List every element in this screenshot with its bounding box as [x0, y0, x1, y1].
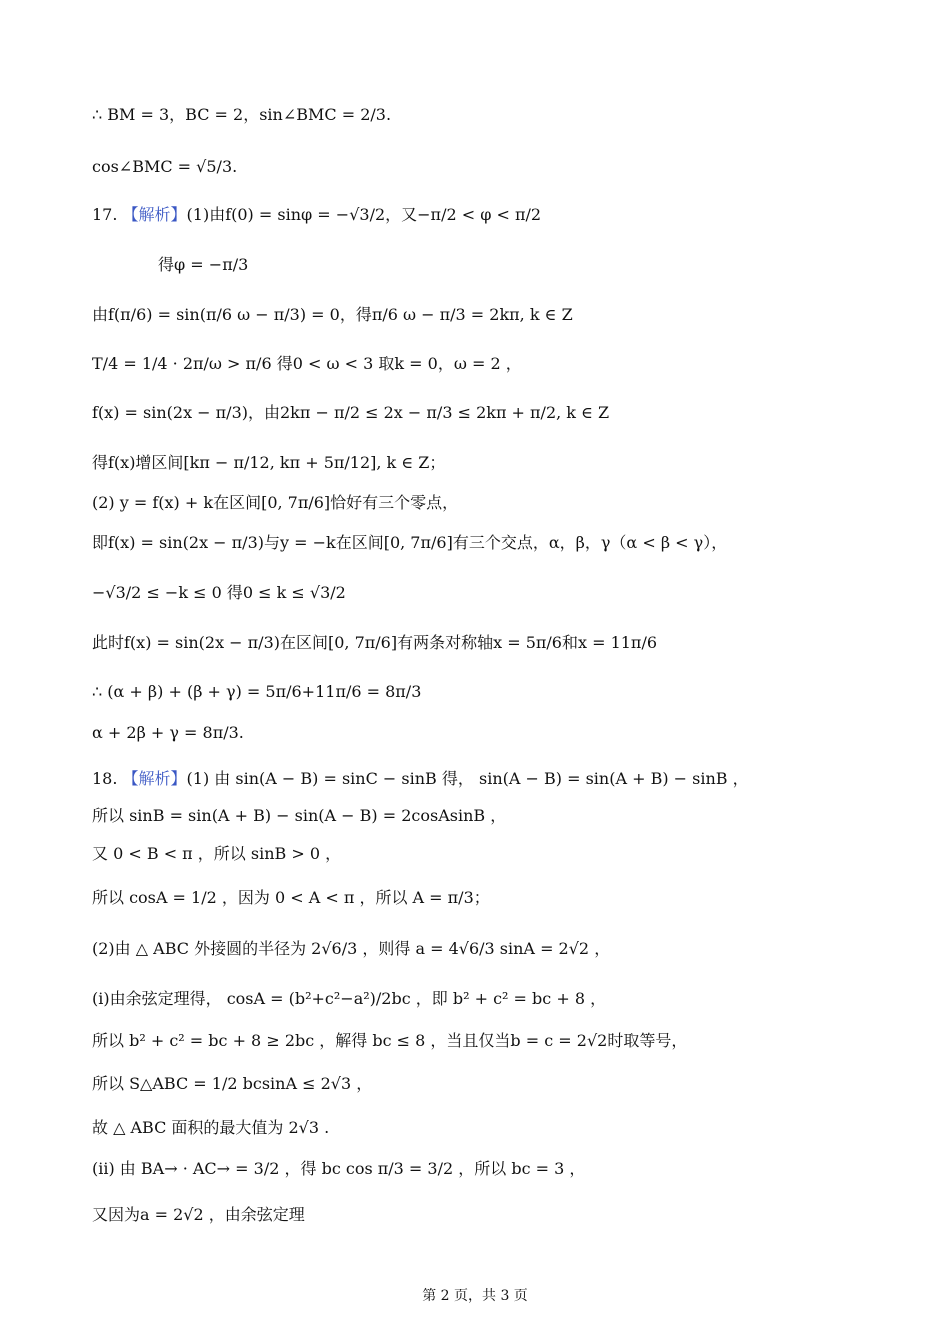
- line-text: ∴ (α + β) + (β + γ) = 5π/6+11π/6 = 8π/3: [92, 682, 422, 701]
- text-line: [92, 1158, 585, 1180]
- text-line: [92, 1073, 372, 1095]
- line-text: (ii) 由 BA→ · AC→ = 3/2 ，得 bc cos π/3 = 3/2 ，所以 bc = 3 ，: [92, 1159, 586, 1178]
- line-text: (2) y = f(x) + k在区间[0, 7π/6]恰好有三个零点，: [92, 493, 459, 512]
- problem-number: 18.: [92, 769, 123, 788]
- line-text: 得φ = −π/3: [158, 255, 249, 274]
- text-line: [92, 938, 610, 960]
- line-text: 所以 sinB = sin(A + B) − sin(A − B) = 2cosAsinB ，: [92, 806, 507, 825]
- text-line: [92, 632, 657, 654]
- line-text: 此时f(x) = sin(2x − π/3)在区间[0, 7π/6]有两条对称轴x = 5π/6和x = 11π/6: [92, 633, 658, 652]
- line-text: ∴ BM = 3，BC = 2，sin∠BMC = 2/3.: [92, 105, 392, 124]
- line-text: 所以 S△ABC = 1/2 bcsinA ≤ 2√3 ，: [92, 1074, 373, 1093]
- line-text: cos∠BMC = √5/3.: [92, 157, 238, 176]
- line-text: α + 2β + γ = 8π/3.: [92, 723, 244, 742]
- text-line: [92, 582, 346, 604]
- line-text: 所以 b² + c² = bc + 8 ≥ 2bc ，解得 bc ≤ 8 ，当且仅当b = c = 2√2时取等号，: [92, 1031, 688, 1050]
- text-line: [92, 1030, 687, 1052]
- text-line: [92, 304, 573, 326]
- text-line: [92, 768, 749, 790]
- text-line: [92, 353, 522, 375]
- line-text: f(x) = sin(2x − π/3)，由2kπ − π/2 ≤ 2x − π/3 ≤ 2kπ + π/2, k ∈ Z: [92, 403, 610, 422]
- text-line: [92, 722, 244, 744]
- text-line: [92, 402, 609, 424]
- text-line: [92, 204, 541, 226]
- problem-number: 17.: [92, 205, 123, 224]
- text-line: [158, 254, 248, 276]
- line-text: T/4 = 1/4 · 2π/ω > π/6 得0 < ω < 3 取k = 0，ω = 2 ，: [92, 354, 522, 373]
- line-text: 由f(π/6) = sin(π/6 ω − π/3) = 0，得π/6 ω − π/3 = 2kπ, k ∈ Z: [92, 305, 573, 324]
- line-text: 所以 cosA = 1/2 ，因为 0 < A < π ，所以 A = π/3；: [92, 888, 490, 907]
- line-text: 又 0 < B < π ，所以 sinB > 0 ，: [92, 844, 342, 863]
- text-line: [92, 452, 445, 474]
- text-line: [92, 805, 506, 827]
- line-text: −√3/2 ≤ −k ≤ 0 得0 ≤ k ≤ √3/2: [92, 583, 346, 602]
- text-line: [92, 988, 606, 1010]
- page-footer: 第 2 页，共 3 页: [422, 1288, 528, 1304]
- analysis-tag: 【解析】: [122, 769, 187, 788]
- text-line: [92, 492, 458, 514]
- text-line: [92, 1204, 305, 1226]
- line-text: 即f(x) = sin(2x − π/3)与y = −k在区间[0, 7π/6]有三个交点，α，β，γ（α < β < γ），: [92, 533, 728, 552]
- text-line: [92, 104, 391, 126]
- text-line: [92, 843, 341, 865]
- line-text: (1) 由 sin(A − B) = sinC − sinB 得， sin(A − B) = sin(A + B) − sinB ，: [186, 769, 749, 788]
- line-text: (1)由f(0) = sinφ = −√3/2，又−π/2 < φ < π/2: [186, 205, 542, 224]
- line-text: 又因为a = 2√2 ，由余弦定理: [92, 1205, 305, 1224]
- text-line: [92, 887, 490, 909]
- text-line: [92, 1117, 329, 1139]
- line-text: 得f(x)增区间[kπ − π/12, kπ + 5π/12], k ∈ Z；: [92, 453, 446, 472]
- text-line: [92, 532, 727, 554]
- text-line: [92, 681, 421, 703]
- line-text: (2)由 △ ABC 外接圆的半径为 2√6/3 ，则得 a = 4√6/3 sinA = 2√2 ，: [92, 939, 611, 958]
- line-text: 故 △ ABC 面积的最大值为 2√3 .: [92, 1118, 330, 1137]
- analysis-tag: 【解析】: [122, 205, 187, 224]
- line-text: (i)由余弦定理得， cosA = (b²+c²−a²)/2bc ，即 b² + c² = bc + 8 ，: [92, 989, 607, 1008]
- text-line: [92, 156, 237, 178]
